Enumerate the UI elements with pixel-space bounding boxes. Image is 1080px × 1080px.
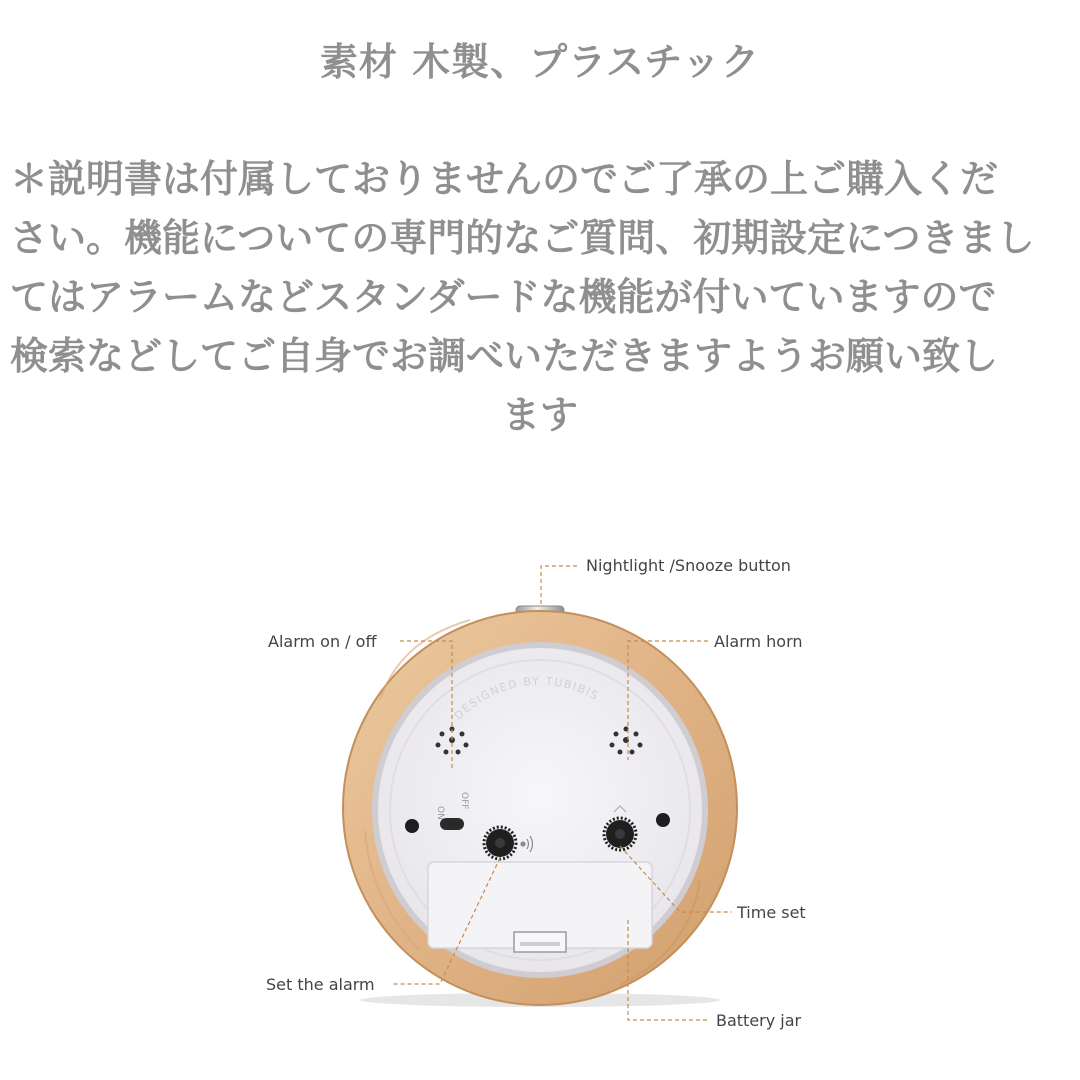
callout-nightlight-snooze: Nightlight /Snooze button: [586, 556, 791, 575]
hang-hole-right: [656, 813, 670, 827]
callout-time-set: Time set: [737, 903, 806, 922]
callout-alarm-horn: Alarm horn: [714, 632, 803, 651]
notice-line: ます: [501, 393, 578, 437]
notice-line: 検索などしてご自身でお調べいただきますようお願い致し: [10, 334, 999, 378]
designed-by-label: DESIGNED BY TUBIBIS: [451, 674, 602, 723]
switch-off-label: OFF: [459, 792, 469, 810]
hang-hole-left: [405, 819, 419, 833]
material-heading: 素材 木製、プラスチック: [319, 40, 761, 84]
callout-alarm-switch: Alarm on / off: [268, 632, 377, 651]
callout-set-alarm: Set the alarm: [266, 975, 375, 994]
notice-line: てはアラームなどスタンダードな機能が付いていますので: [10, 275, 997, 319]
notice-line: さい。機能についての専門的なご質問、初期設定につきまし: [10, 216, 1035, 260]
switch-on-label: ON: [435, 806, 445, 820]
callout-battery-jar: Battery jar: [716, 1011, 802, 1030]
battery-cover-latch-slot: [520, 942, 560, 946]
notice-line: ＊説明書は付属しておりませんのでご了承の上ご購入くだ: [10, 157, 999, 201]
